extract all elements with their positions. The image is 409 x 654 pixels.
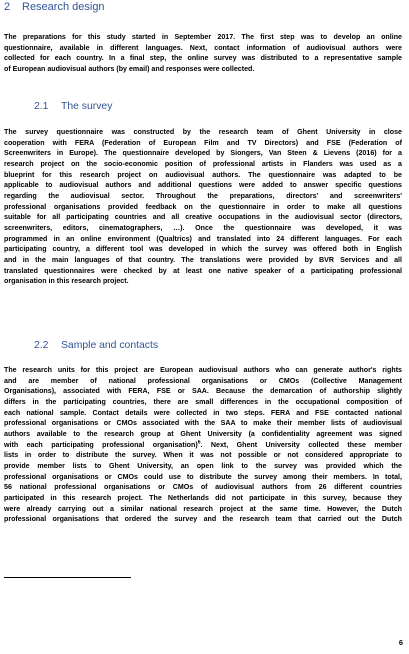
paragraph-line: participated in this research project. The Netherlands did not participate in this survey, because they (4, 493, 402, 502)
paragraph-line: questionnaire, available in different languages. Next, contact information of audiovisual authors were (4, 43, 402, 52)
paragraph-line: translated questionnaires were checked by at least one native speaker of a participating professional (4, 266, 402, 275)
paragraph-line: authors available to the research group at Ghent University (a confidentiality agreement was signed (4, 429, 402, 438)
sample-paragraph (4, 365, 402, 525)
paragraph-line: screenwriters, editors, cinematographers, …). Once the questionnaire was developed, it was (4, 223, 402, 232)
paragraph-line: and in the main languages of that country. The translations were provided by BVR Services and all (4, 255, 402, 264)
paragraph-line: of European audiovisual authors (by email) and responses were collected. (4, 64, 255, 73)
intro-paragraph (4, 32, 402, 75)
subsection-number: 2.2 (34, 340, 49, 351)
paragraph-line: The research units for this project are European audiovisual authors who can generate author's rights (4, 366, 402, 374)
paragraph-line: lists in order to distribute the survey. When it was not possible or not considered appropriate to (4, 451, 402, 460)
paragraph-line (4, 440, 402, 451)
subsection-title: The survey (61, 101, 113, 112)
paragraph-line: professional organisations or CMOs could use to distribute the survey among their members. In total, (4, 472, 402, 481)
paragraph-line: blueprint for this research project on audiovisual authors. The questionnaire was adapted to be (4, 170, 402, 179)
paragraph-line: suitable for all participating countries and all creative occupations in the audiovisual sector (directors, (4, 213, 402, 222)
paragraph-line: participating country, a different tool was developed in which the survey was offered both in English (4, 245, 402, 254)
paragraph-line: regarding the audiovisual sector. Throughout the preparations, directors' and screenwriters' (4, 191, 402, 200)
section-title: Research design (22, 1, 105, 13)
line-text: . Next, Ghent University collected these member (200, 440, 402, 449)
paragraph-line: research project on the socio-economic position of professional artists in Flanders was used as a (4, 159, 402, 168)
paragraph-line: 56 national professional organisations or CMOs of audiovisual authors from 26 different countries (4, 483, 402, 492)
paragraph-line: organisation in this research project. (4, 277, 129, 286)
line-text: with each participating professional organisation) (4, 440, 198, 449)
subsection-heading-sample (34, 339, 158, 352)
paragraph-line: and are member of national professional organisations or CMOs (Collective Management (4, 376, 402, 385)
paragraph-line: were already carrying out a similar national research project at the same time. However, the Dutch (4, 504, 402, 513)
subsection-number: 2.1 (34, 101, 49, 112)
section-heading (4, 1, 105, 14)
paragraph-line: professional organisations or CMOs associated with the SAA to make their member lists of audiovisual (4, 419, 402, 428)
page-number: 6 (398, 638, 403, 647)
paragraph-line: Screenwriters in Europe). The questionnaire developed by Siongers, Van Steen & Lievens (2016) for a (4, 149, 402, 158)
paragraph-line: The survey questionnaire was constructed by the research team of Ghent University in close (4, 128, 402, 136)
paragraph-line: Organisations), associated with FERA, FSE or SAA. Because the demarcation of authorship slightly (4, 387, 402, 396)
subsection-heading-survey (34, 100, 112, 113)
paragraph-line: provide member lists to Ghent University, an open link to the survey was provided which the (4, 461, 402, 470)
survey-paragraph (4, 127, 402, 287)
paragraph-line: each national sample. Contact details were collected in two steps. FERA and FSE contacted national (4, 408, 402, 417)
paragraph-line: applicable to audiovisual authors and additional questions were added to answer specific questions (4, 181, 402, 190)
paragraph-line: differs in the participating countries, there are small differences in the occupational composition of (4, 397, 402, 406)
footnote-marker[interactable]: 6 (197, 439, 201, 446)
paragraph-line: collected for each country. In a final step, the online survey was distributed to a representative sample (4, 54, 402, 63)
paragraph-line: The preparations for this study started in September 2017. The first step was to develop an online (4, 33, 402, 41)
paragraph-line: professional organisations provided feedback on the questionnaire in order to make all questions (4, 202, 402, 211)
paragraph-line: professional organisations that ordered the survey and the research team that carried out the Dutch (4, 515, 402, 524)
footnote-separator (4, 577, 131, 578)
section-number: 2 (4, 1, 11, 13)
paragraph-line: cooperation with FERA (Federation of European Film and TV Directors) and FSE (Federation of (4, 138, 402, 147)
paragraph-line: programmed in an online environment (Qualtrics) and translated into 24 different languages. For each (4, 234, 402, 243)
subsection-title: Sample and contacts (61, 340, 159, 351)
